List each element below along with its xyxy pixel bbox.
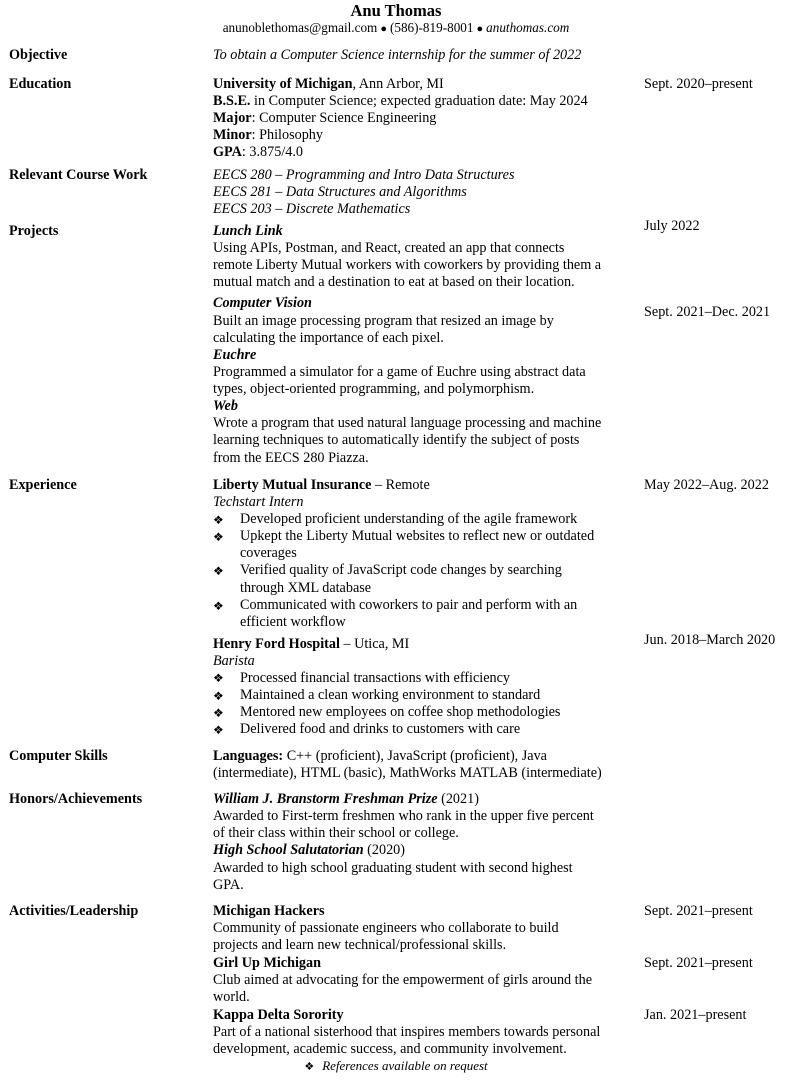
section-heading-coursework: Relevant Course Work (9, 167, 148, 183)
activity-title: Michigan Hackers (213, 903, 325, 919)
honor-year: (2020) (363, 842, 405, 858)
section-heading-projects: Projects (9, 223, 59, 239)
job-role: Techstart Intern (213, 494, 304, 510)
honor-description-line: Awarded to high school graduating student with second highest (213, 860, 573, 876)
project-description-line: calculating the importance of each pixel. (213, 330, 444, 346)
bullet-diamond-icon: ❖ (213, 689, 224, 703)
job-bullet-text: Verified quality of JavaScript code changes by searching (240, 562, 562, 578)
bullet-diamond-icon: ❖ (213, 513, 224, 527)
education-minor-line (213, 127, 323, 144)
references-text: References available on request (322, 1058, 488, 1073)
honor-description-line: Awarded to First-term freshmen who rank in the upper five percent (213, 808, 594, 824)
bullet-diamond-icon: ❖ (213, 706, 224, 720)
section-heading-skills: Computer Skills (9, 748, 108, 764)
project-description-line: remote Liberty Mutual workers with coworkers by providing them a (213, 257, 602, 273)
website-text: anuthomas.com (486, 20, 570, 35)
degree-text: in Computer Science; expected graduation date: May 2024 (250, 93, 588, 109)
gpa-label: GPA (213, 144, 242, 160)
section-heading-experience: Experience (9, 477, 77, 493)
job-heading (213, 477, 430, 494)
job-date: Jun. 2018–March 2020 (644, 632, 776, 648)
phone-text: (586)-819-8001 (389, 20, 474, 35)
bullet-diamond-icon: ❖ (304, 1061, 315, 1073)
bullet-diamond-icon: ❖ (213, 723, 224, 737)
degree-label: B.S.E. (213, 93, 251, 109)
school-name: University of Michigan (213, 76, 353, 92)
job-bullet-text: Maintained a clean working environment to standard (240, 687, 541, 703)
activity-description-line: projects and learn new technical/professional skills. (213, 937, 507, 953)
major-text: : Computer Science Engineering (251, 110, 437, 126)
activity-description-line: development, academic success, and community involvement. (213, 1041, 567, 1057)
skills-text: C++ (proficient), JavaScript (proficient), Java (283, 748, 547, 764)
section-heading-activities: Activities/Leadership (9, 903, 139, 919)
skills-line: (intermediate), HTML (basic), MathWorks MATLAB (intermediate) (213, 765, 602, 781)
skills-line (213, 748, 547, 765)
project-description-line: Wrote a program that used natural language processing and machine (213, 415, 602, 431)
project-title: Lunch Link (213, 223, 283, 239)
job-bullet-text: through XML database (240, 580, 372, 596)
activity-description-line: world. (213, 989, 250, 1005)
job-role: Barista (213, 653, 255, 669)
education-gpa-line (213, 144, 303, 161)
project-description-line: types, object-oriented programming, and polymorphism. (213, 381, 535, 397)
major-label: Major (213, 110, 252, 126)
honor-description-line: of their class within their school or college. (213, 825, 459, 841)
job-location: – Remote (371, 477, 430, 493)
job-bullet-text: Mentored new employees on coffee shop methodologies (240, 704, 561, 720)
job-bullet-text: efficient workflow (240, 614, 346, 630)
project-title: Computer Vision (213, 295, 312, 311)
project-description-line: Using APIs, Postman, and React, created an app that connects (213, 240, 565, 256)
minor-label: Minor (213, 127, 252, 143)
course-item: EECS 281 – Data Structures and Algorithms (213, 184, 467, 200)
project-date: Sept. 2021–Dec. 2021 (644, 304, 771, 320)
project-date: July 2022 (644, 218, 700, 234)
honor-year: (2021) (437, 791, 479, 807)
minor-text: : Philosophy (251, 127, 323, 143)
honor-title: High School Salutatorian (213, 842, 364, 858)
job-bullet-text: Upkept the Liberty Mutual websites to reflect new or outdated (240, 528, 595, 544)
company-name: Henry Ford Hospital (213, 636, 340, 652)
resume-name: Anu Thomas (350, 1, 442, 20)
project-description-line: mutual match and a destination to eat at based on their location. (213, 274, 575, 290)
course-item: EECS 203 – Discrete Mathematics (213, 201, 411, 217)
activity-description-line: Community of passionate engineers who collaborate to build (213, 920, 559, 936)
education-major-line (213, 110, 436, 127)
bullet-diamond-icon: ❖ (213, 530, 224, 544)
bullet-diamond-icon: ❖ (213, 599, 224, 613)
honor-title: William J. Branstorm Freshman Prize (213, 791, 438, 807)
bullet-diamond-icon: ❖ (213, 671, 224, 685)
honor-description-line: GPA. (213, 877, 244, 893)
references-note (0, 1057, 792, 1076)
project-title: Web (213, 398, 238, 414)
honor-heading (213, 791, 479, 808)
job-location: – Utica, MI (339, 636, 410, 652)
section-heading-objective: Objective (9, 47, 68, 63)
job-bullet-text: Delivered food and drinks to customers with care (240, 721, 521, 737)
honor-heading (213, 842, 405, 859)
job-bullet-text: Processed financial transactions with efficiency (240, 670, 510, 686)
activity-description-line: Part of a national sisterhood that inspires members towards personal (213, 1024, 601, 1040)
school-location: , Ann Arbor, MI (352, 76, 444, 92)
section-heading-education: Education (9, 76, 72, 92)
gpa-text: : 3.875/4.0 (241, 144, 303, 160)
activity-date: Sept. 2021–present (644, 955, 753, 971)
job-bullet-text: coverages (240, 545, 297, 561)
activity-title: Kappa Delta Sorority (213, 1007, 344, 1023)
bullet-diamond-icon: ❖ (213, 564, 224, 578)
project-description-line: Built an image processing program that resized an image by (213, 313, 554, 329)
separator-dot-2: ● (476, 23, 484, 35)
contact-line (0, 20, 792, 37)
education-date: Sept. 2020–present (644, 76, 753, 92)
project-description-line: from the EECS 280 Piazza. (213, 450, 369, 466)
activity-description-line: Club aimed at advocating for the empowerment of girls around the (213, 972, 593, 988)
education-degree-line (213, 93, 588, 110)
skills-label: Languages: (213, 748, 284, 764)
project-title: Euchre (213, 347, 257, 363)
job-bullet-text: Communicated with coworkers to pair and perform with an (240, 597, 578, 613)
company-name: Liberty Mutual Insurance (213, 477, 372, 493)
project-description-line: learning techniques to automatically identify the subject of posts (213, 432, 580, 448)
project-description-line: Programmed a simulator for a game of Euchre using abstract data (213, 364, 586, 380)
activity-date: Jan. 2021–present (644, 1007, 747, 1023)
separator-dot-1: ● (380, 23, 387, 35)
job-date: May 2022–Aug. 2022 (644, 477, 769, 493)
job-bullet-text: Developed proficient understanding of the agile framework (240, 511, 578, 527)
section-heading-honors: Honors/Achievements (9, 791, 143, 807)
email-text: anunoblethomas@gmail.com (222, 20, 378, 35)
education-school-line (213, 76, 444, 93)
objective-text: To obtain a Computer Science internship for the summer of 2022 (213, 47, 582, 63)
activity-title: Girl Up Michigan (213, 955, 321, 971)
course-item: EECS 280 – Programming and Intro Data Structures (213, 167, 515, 183)
job-heading (213, 636, 409, 653)
activity-date: Sept. 2021–present (644, 903, 753, 919)
